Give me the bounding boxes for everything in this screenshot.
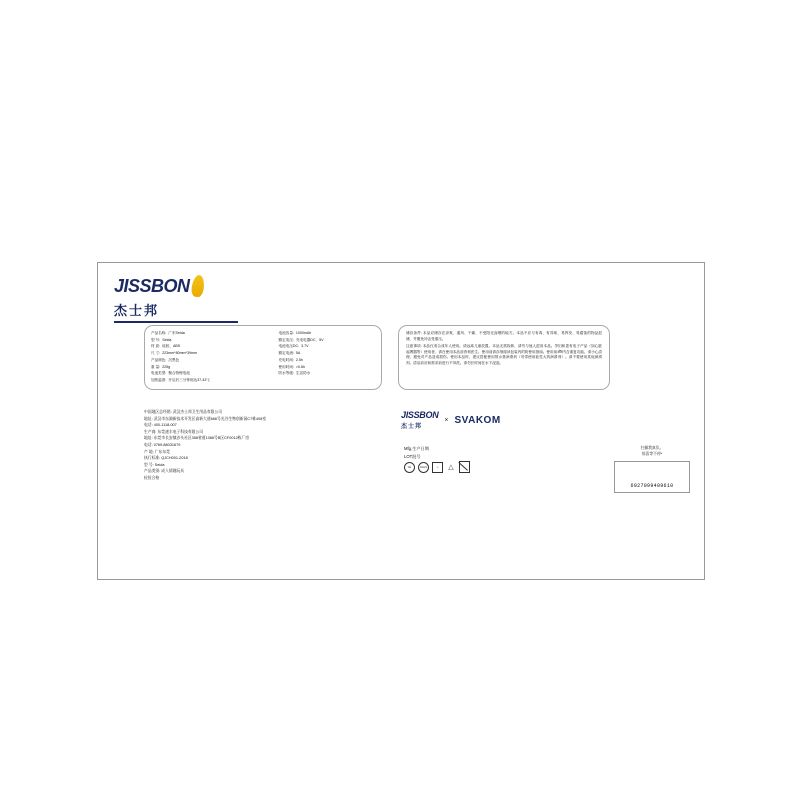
spec-row (279, 343, 375, 349)
spec-row (151, 357, 273, 363)
spec-key: 尺 寸: (151, 351, 161, 356)
spec-value: 聚合物锂电池 (168, 371, 190, 376)
company-info-row: 地址: 武汉市东湖新技术开发区高新大道666号光谷生物创新园C7栋408室 (144, 416, 267, 421)
spec-key: 产品颜色: (151, 357, 167, 362)
packaging-artwork (97, 262, 705, 580)
spec-value: 广东Seida (168, 331, 185, 335)
spec-row (151, 364, 273, 370)
spec-value: >0.6h (295, 364, 306, 369)
lot-number-label: LOT批号 (404, 454, 421, 459)
spec-row (151, 370, 273, 376)
brand-wordmark: JISSBON (114, 276, 190, 296)
spec-value: 2.5h (295, 357, 303, 362)
spec-row (151, 337, 273, 343)
precautions-text: 注意事项: 本品仅适合成年人使用。请远离儿童放置。本品无需拆卸，请勿与他人混用本品。孕妇和患有电子产品（如心脏起搏器等）使用者、请在使用本品前咨询医生。使用前请存细阅读包装内的防使用指南。使用前और内含重复功能。请小心清理，避免对产品造成损伤。使用本品时，建议搭配使用预水基润滑剂（勿带使用硅性大的润滑剂）。请不要使用其他润滑剂。清洁前应和需求前进行不冲洗。请勿长时间在水下浸泡。 (406, 344, 602, 365)
warning-triangle-icon: △ (448, 464, 454, 471)
spec-key: 材 质: (151, 344, 161, 349)
spec-key: 电池电压DC: (278, 344, 300, 349)
spec-key: 额定电压: (278, 337, 294, 342)
spec-row (151, 350, 273, 356)
spec-row (151, 343, 273, 349)
spec-key: 重 量: (151, 364, 161, 369)
warning-panel (398, 325, 610, 390)
cobrand-lockup (401, 411, 501, 430)
company-info-row: 地址: 东莞市长安镇沙头社区358省道1066号B区CF0012栋厂房 (144, 436, 250, 441)
barcode-digits: 6927099409610 (630, 483, 674, 489)
spec-key: 加热温度: (151, 377, 167, 382)
company-info-row: 执行标准: QJCH001-2018 (144, 456, 188, 461)
spec-value: 生活防水 (295, 371, 311, 376)
spec-row (279, 337, 375, 343)
spec-row (279, 330, 375, 336)
spec-value: 3.7V (301, 344, 309, 349)
spec-column-left (151, 330, 273, 385)
company-info-row: 电话: 0769-88031679 (144, 442, 181, 447)
spec-key: 充电时间: (278, 357, 294, 362)
spec-row (279, 364, 375, 370)
spec-key: 电池类型: (151, 371, 167, 376)
spec-row (151, 377, 273, 383)
spec-row (279, 350, 375, 356)
company-info-row: 产 地: 广东东莞 (144, 449, 170, 454)
brand-chinese-name: 杰士邦 (114, 303, 160, 318)
spec-value: 225g (162, 364, 171, 369)
cobrand-jissbon-wordmark: JISSBON (401, 410, 439, 420)
cobrand-jissbon (401, 411, 438, 430)
spec-key: 防水等级: (278, 371, 294, 376)
spec-value: 硅胶、ABS (162, 344, 181, 349)
banana-icon (190, 274, 205, 297)
spec-key: 产品名称: (151, 331, 167, 335)
scan-note-line1: 扫描我真负。 (640, 446, 664, 450)
barcode-area (614, 445, 690, 493)
company-info-row: 产品类别: 成人情趣玩具 (144, 469, 185, 474)
company-info-row: 生产商: 东莞速丰电子科技有限公司 (144, 429, 204, 434)
company-info-row: 型 号: Seida (144, 462, 165, 467)
specification-panel (144, 325, 382, 390)
recycle-icon: ♲ (432, 462, 443, 473)
spec-key: 额定电流: (278, 351, 294, 356)
company-info-row: 检验合格 (144, 475, 160, 480)
spec-value: 充电电器DC、5V (295, 337, 324, 342)
brand-logo-main (114, 275, 238, 297)
spec-row (279, 357, 375, 363)
spec-value: 开启后三分钟到达37-43℃ (168, 377, 210, 382)
manufacture-date-label: Mfg.生产日期 (404, 446, 429, 451)
ce-mark-icon: CE (404, 462, 415, 473)
spec-value: Seida (162, 337, 172, 342)
cobrand-separator: × (444, 417, 449, 424)
company-info-row: 电话: 400-1118-007 (144, 423, 177, 428)
storage-conditions-text: 储存条件: 本品应储存在凉爽、通风、干燥、不受阳光直晒的地方。本品不应与有毒、有异味、易挥发、易腐蚀的物品混储、并避免冲击受重压。 (406, 331, 602, 341)
brand-underline (114, 321, 238, 323)
company-info-block (144, 409, 394, 482)
scan-note-line2: 惊喜等不停* (641, 452, 663, 456)
barcode-placeholder (614, 461, 690, 493)
spec-value: 沉黑色 (168, 357, 180, 362)
regulatory-icon-strip (404, 461, 470, 473)
date-lot-block (404, 445, 429, 461)
spec-value: 5A (295, 351, 301, 356)
company-info-row: 中国地区总经销: 武汉杰士邦卫生用品有限公司 (144, 410, 223, 414)
spec-row (151, 330, 273, 336)
spec-column-right (279, 330, 375, 385)
spec-value: 223mm*80mm*39mm (162, 351, 197, 356)
spec-value: 1000mAh (295, 331, 312, 335)
cobrand-partner-wordmark: SVAKOM (454, 415, 501, 426)
spec-row (279, 370, 375, 376)
rohs-icon: RoHS (418, 462, 429, 473)
spec-key: 使用时间: (278, 364, 294, 369)
cobrand-jissbon-chinese: 杰士邦 (401, 424, 423, 430)
spec-key: 型 号: (151, 337, 161, 342)
spec-key: 电池容量: (278, 331, 294, 335)
waste-bin-crossed-icon (459, 461, 470, 473)
brand-logo (114, 275, 238, 323)
